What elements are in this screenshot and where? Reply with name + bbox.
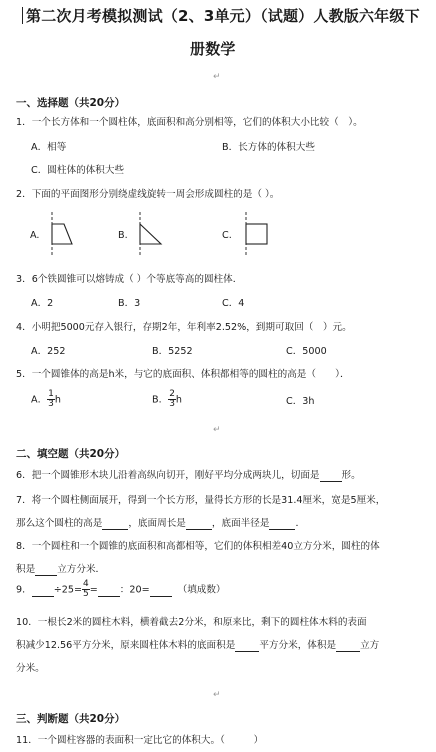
section-heading-choice: 一、选择题（共20分）: [16, 97, 126, 109]
question-2-stem: 2．下面的平面图形分别绕虚线旋转一周会形成圆柱的是（ ）。: [16, 189, 280, 200]
question-10-line2: 积减少12.56平方分米，原来圆柱体木料的底面积是 平方分米，体积是 立方: [16, 640, 380, 651]
answer-blank[interactable]: [32, 585, 54, 597]
question-10-line1: 10．一根长2米的圆柱木料，横着截去2分米，和原来比，剩下的圆柱体木料的表面: [16, 617, 367, 628]
answer-blank[interactable]: [320, 470, 342, 482]
answer-blank[interactable]: [336, 640, 360, 652]
rectangle-figure-icon: [238, 212, 278, 256]
question-6: 6．把一个圆锥形木块儿沿着高纵向切开，刚好平均分成两块儿，切面是 形。: [16, 470, 361, 481]
title-rule: [22, 7, 23, 24]
para-mark: ↵: [213, 425, 221, 435]
question-11-stem: 11．一个圆柱容器的表面积一定比它的体积大。（ ）: [16, 735, 264, 746]
question-3-option-c[interactable]: C．4: [222, 298, 245, 309]
answer-blank[interactable]: [102, 518, 128, 530]
question-1-option-b[interactable]: B．长方体的体积大些: [222, 142, 315, 153]
question-4-option-c[interactable]: C．5000: [286, 346, 327, 357]
question-5-option-b[interactable]: [152, 390, 182, 409]
question-3-stem: 3．6个铁圆锥可以熔铸成（ ）个等底等高的圆柱体．: [16, 274, 243, 285]
para-mark: ↵: [213, 690, 221, 700]
question-9: 9． ÷25= $\frac{4}{5}$ = ：20= （填成数）: [16, 579, 226, 599]
question-2-option-c[interactable]: C.: [222, 230, 232, 241]
fraction-four-fifths: $\frac{4}{5}$: [83, 579, 89, 599]
question-7-line1: 7．将一个圆柱侧面展开，得到一个长方形，量得长方形的长是31.4厘米，宽是5厘米，: [16, 495, 386, 506]
answer-blank[interactable]: [186, 518, 212, 530]
trapezoid-figure-icon: [44, 212, 84, 256]
answer-blank[interactable]: [150, 585, 172, 597]
question-8-line2: 积是 立方分米．: [16, 564, 106, 575]
question-1-option-a[interactable]: A．相等: [31, 142, 67, 153]
question-4-option-a[interactable]: A．252: [31, 346, 66, 357]
question-7-line2: 那么这个圆柱的高是 ，底面周长是 ，底面半径是 ．: [16, 518, 306, 529]
fraction-two-thirds: $\frac{2}{3}$: [169, 389, 175, 409]
question-5-option-c[interactable]: C．3h: [286, 396, 315, 407]
question-5-option-a[interactable]: [31, 390, 61, 409]
question-5-stem: 5．一个圆锥体的高是h米，与它的底面积、体积都相等的圆柱的高是（ ）．: [16, 369, 350, 380]
answer-blank[interactable]: [35, 564, 57, 576]
question-1-option-c[interactable]: C．圆柱体的体积大些: [31, 165, 125, 176]
question-8-line1: 8．一个圆柱和一个圆锥的底面积和高都相等，它们的体积相差40立方分米，圆柱的体: [16, 541, 380, 552]
answer-blank[interactable]: [269, 518, 295, 530]
variable-h: h: [175, 394, 183, 406]
question-4-option-b[interactable]: B．5252: [152, 346, 193, 357]
question-5-option-a-label: A．: [31, 394, 48, 406]
fraction-one-third: $\frac{1}{3}$: [48, 389, 54, 409]
question-2-option-b[interactable]: B.: [118, 230, 128, 241]
question-3-option-a[interactable]: A．2: [31, 298, 54, 309]
section-heading-judge: 三、判断题（共20分）: [16, 713, 126, 725]
triangle-figure-icon: [133, 212, 173, 256]
section-heading-fill: 二、填空题（共20分）: [16, 448, 126, 460]
answer-blank[interactable]: [235, 640, 259, 652]
answer-blank[interactable]: [98, 585, 120, 597]
question-1-stem: 1．一个长方体和一个圆柱体，底面积和高分别相等，它们的体积大小比较（ ）。: [16, 117, 363, 128]
variable-h: h: [54, 394, 61, 406]
question-3-option-b[interactable]: B．3: [118, 298, 141, 309]
doc-title-line2: 册数学: [190, 40, 236, 58]
question-2-option-a[interactable]: A.: [30, 230, 40, 241]
question-10-line3: 分米。: [16, 663, 45, 674]
doc-title-line1: 第二次月考模拟测试（2、3单元）（试题）人教版六年级下: [26, 7, 420, 25]
question-4-stem: 4．小明把5000元存入银行，存期2年，年利率2.52%，到期可取回（ ）元。: [16, 322, 352, 333]
para-mark: ↵: [213, 72, 221, 82]
question-5-option-b-label: B．: [152, 394, 169, 406]
